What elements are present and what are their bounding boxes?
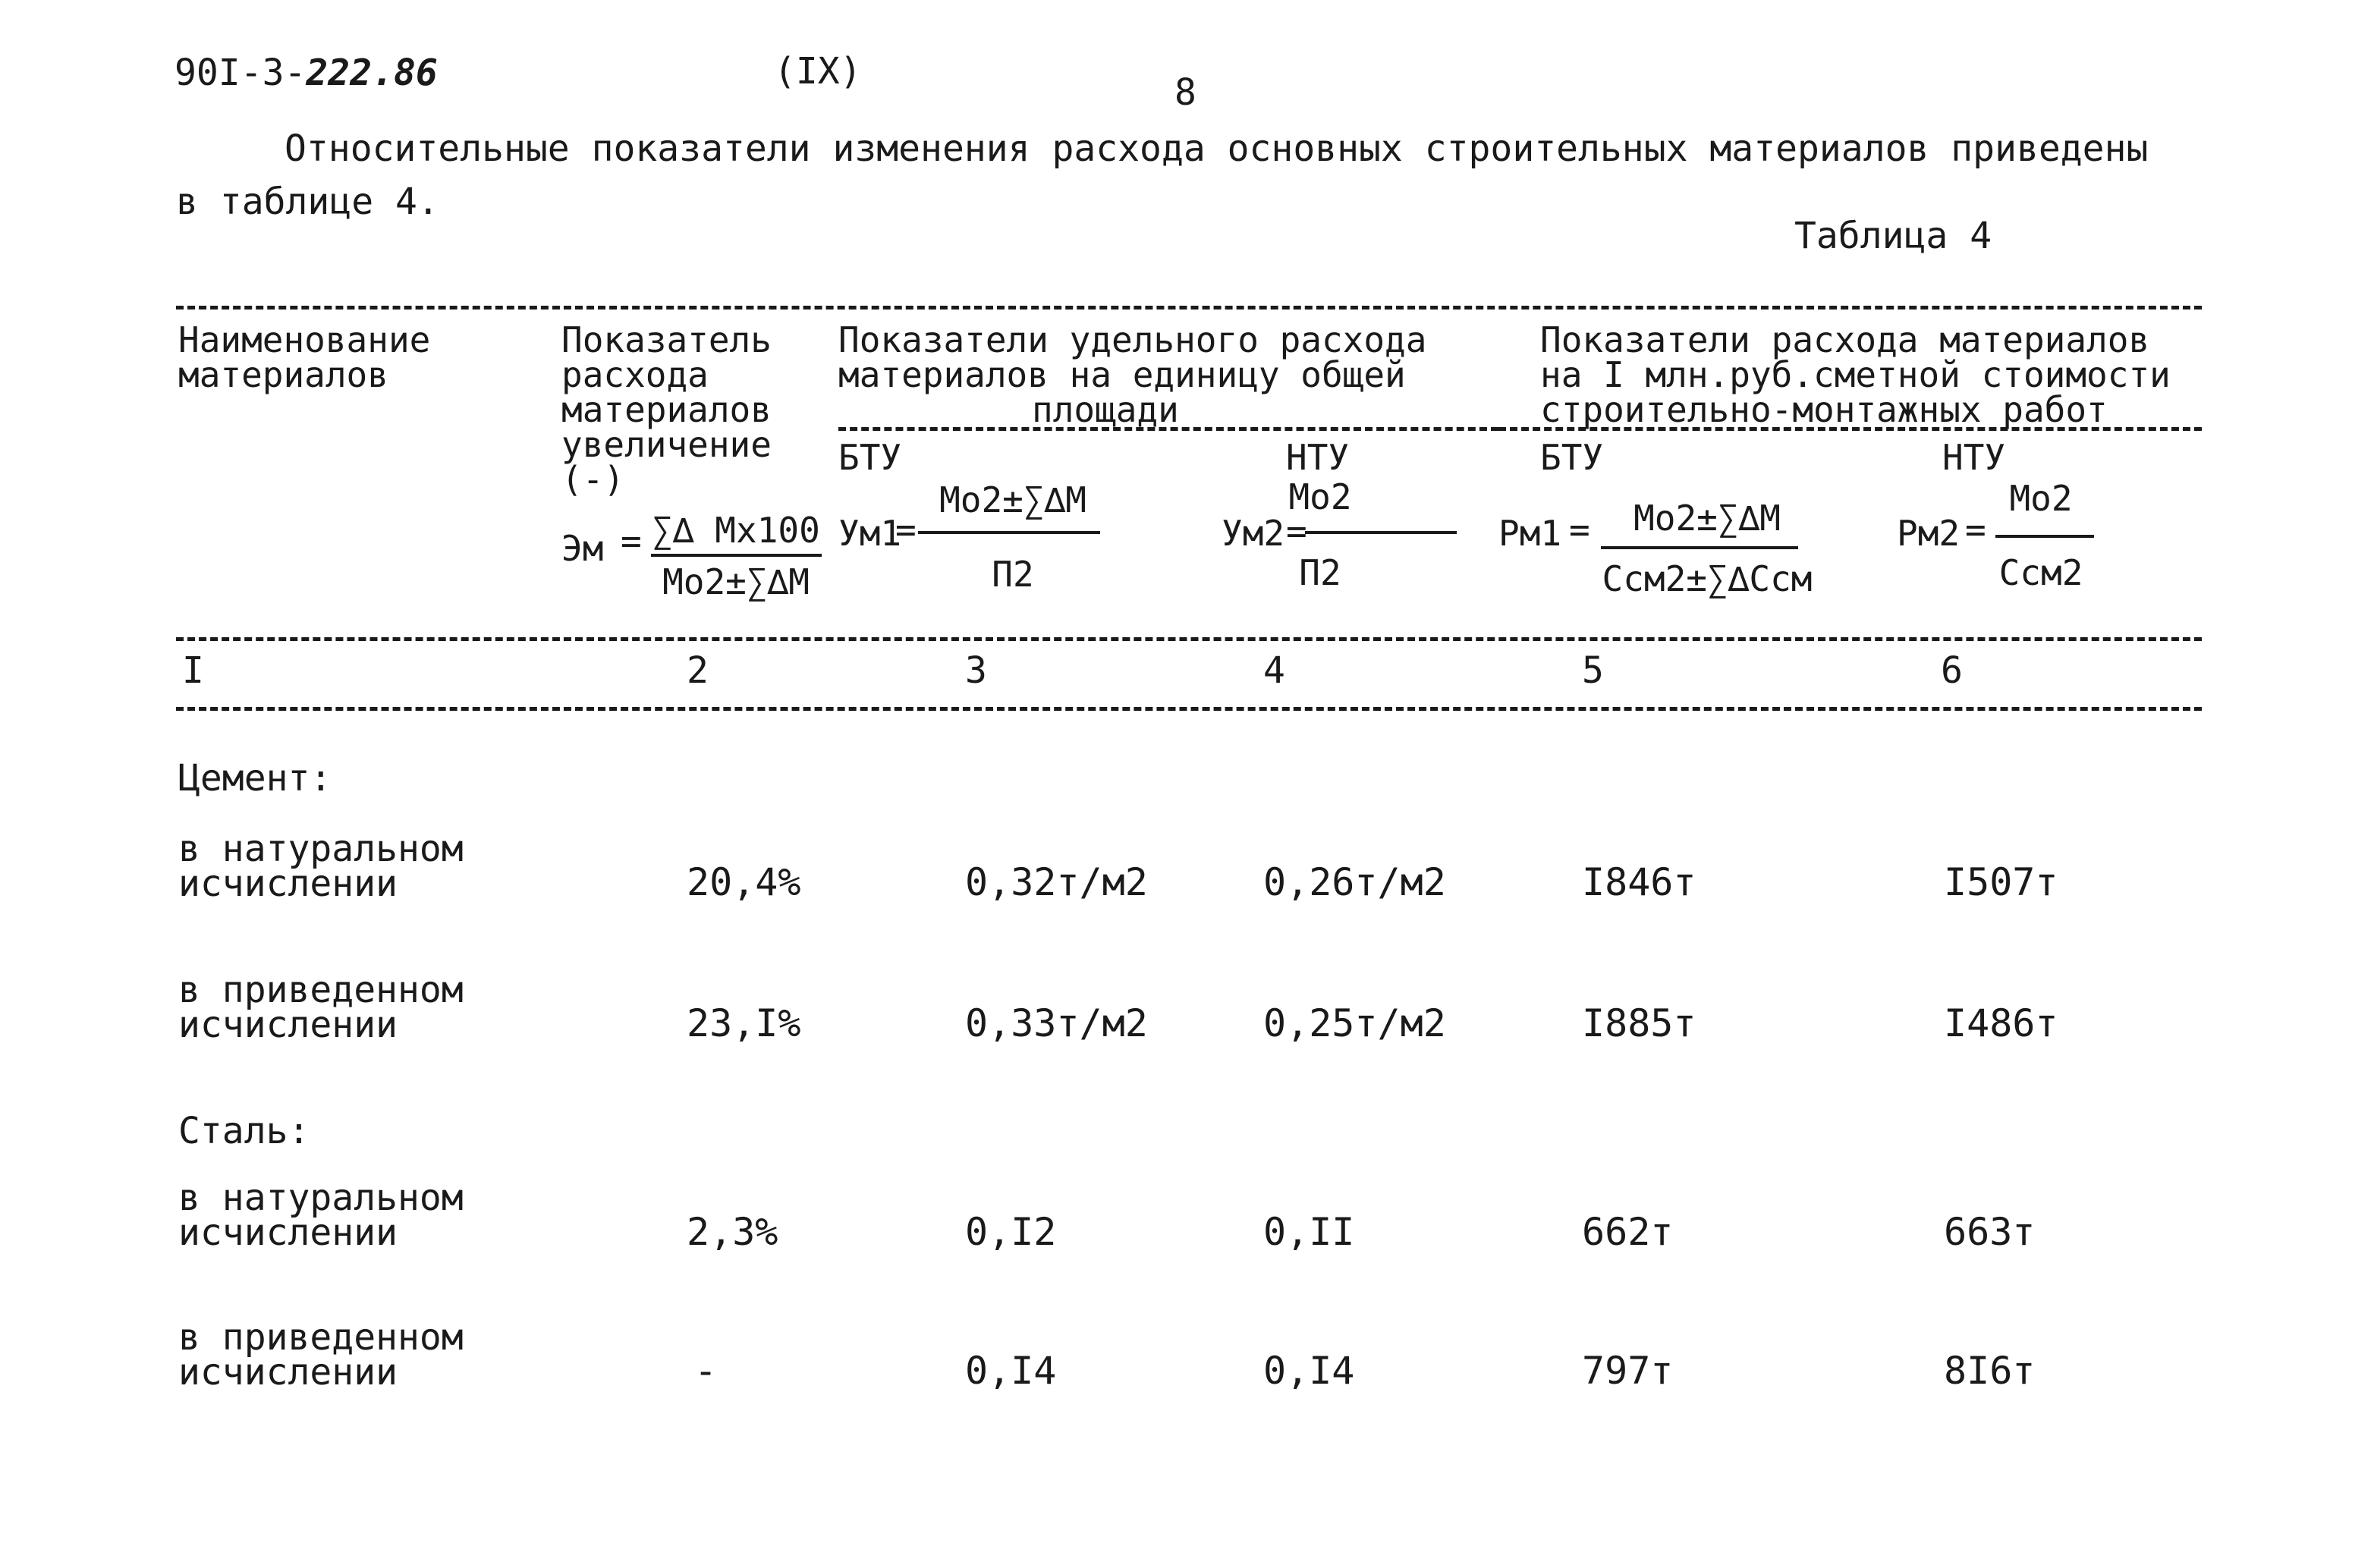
group-b-header-line: строительно-монтажных работ <box>1540 389 2108 430</box>
col2-header-line: расхода <box>561 354 709 395</box>
page-number: 8 <box>1174 71 1196 114</box>
document-code <box>175 53 438 93</box>
col5-formula-numerator: Mo2±∑∆M <box>1634 498 1781 539</box>
group-a-header-area: площади <box>1032 389 1179 430</box>
table-cell: 2,3% <box>687 1210 778 1254</box>
table-row-name <box>178 828 464 905</box>
col6-formula-lhs: Рм2 <box>1897 513 1961 554</box>
col5-btu-label: БТУ <box>1540 437 1604 478</box>
column-number: 2 <box>687 649 709 692</box>
col2-formula-numerator: ∑∆ Mx100 <box>652 510 820 551</box>
col3-formula-denominator: П2 <box>992 554 1034 595</box>
table-cell: 0,II <box>1263 1210 1355 1254</box>
col6-formula-eq: = <box>1965 509 1986 550</box>
table-cell: 0,26т/м2 <box>1263 860 1446 904</box>
table-cell: 0,I4 <box>1263 1349 1355 1393</box>
col3-formula-lhs: Ум1 <box>838 513 902 554</box>
table-cell: I846т <box>1582 860 1696 904</box>
row-name-line: исчислении <box>178 1211 398 1254</box>
row-name-line: исчислении <box>178 1004 398 1046</box>
col4-formula-numerator: Mo2 <box>1288 476 1352 517</box>
col2-formula-eq: = <box>621 520 642 561</box>
col6-formula-denominator: Ccм2 <box>1998 552 2083 593</box>
col3-fraction-bar <box>918 531 1100 534</box>
table-cell: 8I6т <box>1944 1349 2036 1393</box>
row-name-line: исчислении <box>178 863 398 905</box>
col2-formula-lhs: Эм <box>561 528 604 569</box>
table-cell: 0,33т/м2 <box>965 1001 1148 1045</box>
table-cell: 20,4% <box>687 860 801 904</box>
table-row-name <box>178 1177 464 1254</box>
col4-ntu-label: НТУ <box>1286 437 1350 478</box>
table-cell: 0,I4 <box>965 1349 1057 1393</box>
group-b-header-line: на I млн.руб.сметной стоимости <box>1540 354 2171 395</box>
col5-fraction-bar <box>1601 546 1798 549</box>
col2-header-line: материалов <box>561 389 772 430</box>
col2-header-line: Показатель <box>561 319 772 360</box>
column-number: 3 <box>965 649 987 692</box>
column-numbers-bottom-border <box>176 707 2202 711</box>
table-cell: I507т <box>1944 860 2058 904</box>
col3-formula-numerator: Mo2±∑∆M <box>939 479 1086 520</box>
col4-formula-eq: = <box>1286 511 1307 551</box>
col3-btu-label: БТУ <box>838 437 902 478</box>
table-cell: I486т <box>1944 1001 2058 1045</box>
column-number: 6 <box>1941 649 1963 692</box>
row-name-line: исчислении <box>178 1351 398 1394</box>
section-title: Цемент: <box>178 757 332 800</box>
column-numbers-top-border <box>176 637 2202 641</box>
col4-formula-lhs: Ум2 <box>1222 513 1285 554</box>
group-b-header <box>1540 319 2171 430</box>
group-a-divider <box>838 427 1498 431</box>
col6-ntu-label: НТУ <box>1942 437 2006 478</box>
group-b-header-line: Показатели расхода материалов <box>1540 319 2150 360</box>
table-top-border <box>176 306 2202 310</box>
col2-fraction-bar <box>651 554 822 557</box>
table-cell: 0,I2 <box>965 1210 1057 1254</box>
col5-formula-eq: = <box>1569 509 1590 550</box>
col2-formula-denominator: Mo2±∑∆M <box>662 561 810 602</box>
document-code-printed: 90I-3- <box>175 52 307 94</box>
table-cell: 0,25т/м2 <box>1263 1001 1446 1045</box>
table-caption: Таблица 4 <box>1794 215 1992 257</box>
column-number: 5 <box>1582 649 1604 692</box>
row-name-line: в приведенном <box>178 969 464 1011</box>
col3-formula-eq: = <box>895 509 917 550</box>
table-row-name <box>178 1316 464 1394</box>
col1-header-line: материалов <box>178 354 388 395</box>
row-name-line: в натуральном <box>178 1177 464 1219</box>
column-number: I <box>182 649 204 692</box>
table-row-name <box>178 969 464 1046</box>
section-number: (IX) <box>774 50 862 93</box>
table-cell: - <box>694 1349 718 1393</box>
row-name-line: в приведенном <box>178 1316 464 1359</box>
document-code-handwritten: 222.86 <box>306 52 438 94</box>
table-cell: 0,32т/м2 <box>965 860 1148 904</box>
col5-formula-lhs: Рм1 <box>1498 513 1562 554</box>
table-cell: 23,I% <box>687 1001 801 1045</box>
col1-header-line: Наименование <box>178 319 431 360</box>
col6-fraction-bar <box>1995 535 2094 538</box>
col6-formula-numerator: Mo2 <box>2009 478 2073 519</box>
group-a-header-line: материалов на единицу общей <box>838 354 1406 395</box>
row-name-line: в натуральном <box>178 828 464 870</box>
col2-header <box>561 319 772 500</box>
col4-fraction-bar <box>1305 531 1457 534</box>
intro-line-1: Относительные показатели изменения расхода основных строительных материалов приведены <box>285 127 2149 170</box>
col5-formula-denominator: Ccм2±∑∆Ccм <box>1602 558 1813 599</box>
col2-header-line: (-) <box>561 459 625 500</box>
col2-header-line: увеличение <box>561 424 772 465</box>
group-b-divider <box>1498 427 2202 431</box>
group-a-header <box>838 319 1427 395</box>
intro-line-2: в таблице 4. <box>176 181 439 223</box>
col4-formula-denominator: П2 <box>1299 552 1341 593</box>
column-number: 4 <box>1263 649 1285 692</box>
table-cell: 797т <box>1582 1349 1674 1393</box>
section-title: Сталь: <box>178 1110 310 1152</box>
table-cell: 662т <box>1582 1210 1674 1254</box>
table-cell: I885т <box>1582 1001 1696 1045</box>
group-a-header-line: Показатели удельного расхода <box>838 319 1427 360</box>
table-cell: 663т <box>1944 1210 2036 1254</box>
col1-header <box>178 319 431 395</box>
